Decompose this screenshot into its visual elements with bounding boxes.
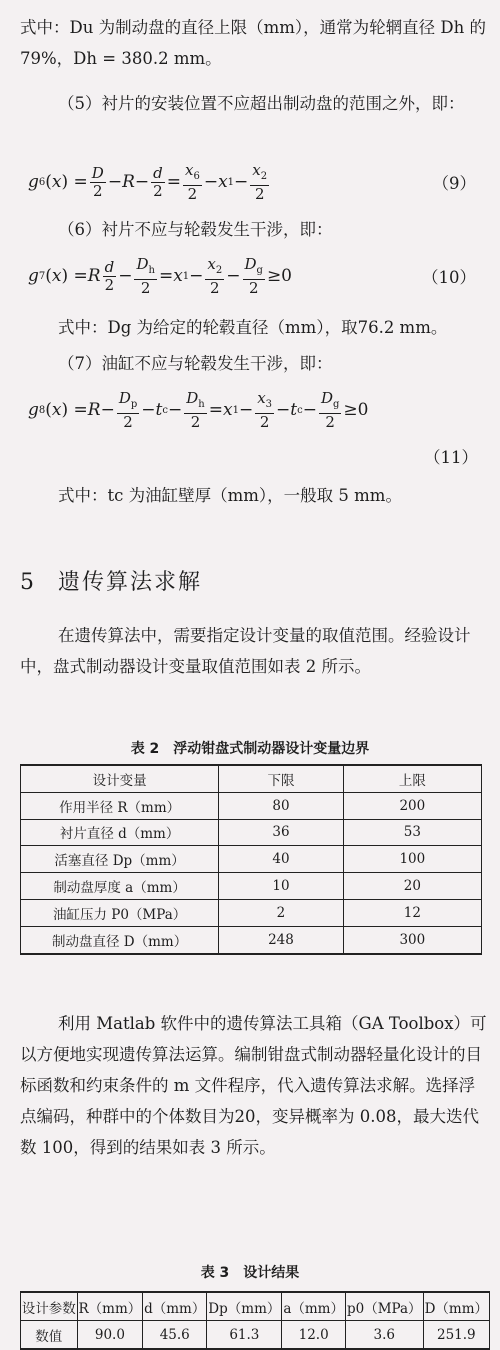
equation-11-expression: g 8 ( x ) = R − $\frac{D_p}{2}$ − t c − $\frac{D_h}{2}$ = x 1 − $\frac{x_3}{2}$ − t c − $\frac{D_g}{2}$ ≥0 [28, 388, 369, 431]
table-cell: 作用半径 R（mm） [21, 792, 219, 819]
table-cell: 251.9 [423, 1321, 489, 1350]
condition-7-text: （7）油缸不应与轮毂发生干涉，即： [58, 354, 333, 373]
paragraph-ga-intro: 在遗传算法中，需要指定设计变量的取值范围。经验设计中，盘式制动器设计变量取值范围如表 2 所示。 [20, 626, 471, 676]
table-header-cell: p0（MPa） [345, 1292, 423, 1321]
equation-10-expression: g 7 ( x ) = R $\frac{d}{2}$ − $\frac{D_h}{2}$ = x 1 − $\frac{x_2}{2}$ − $\frac{D_g}{2}$ ≥0 [28, 254, 292, 297]
equation-11-number: （11） [424, 448, 478, 467]
table-row [21, 873, 482, 900]
table-cell: 53 [343, 819, 481, 846]
table-header-cell: 设计变量 [21, 765, 219, 792]
equation-10 [28, 254, 488, 298]
table-header-row [21, 1292, 490, 1321]
table-cell: 油缸压力 P0（MPa） [21, 899, 219, 926]
table-cell: 100 [343, 846, 481, 873]
table-row [21, 926, 482, 953]
table-cell: 90.0 [77, 1321, 143, 1350]
table-cell: 45.6 [143, 1321, 207, 1350]
table-cell: 61.3 [207, 1321, 282, 1350]
table-header-cell: D（mm） [423, 1292, 489, 1321]
paragraph-matlab: 利用 Matlab 软件中的遗传算法工具箱（GA Toolbox）可以方便地实现遗传算法运算。编制钳盘式制动器轻量化设计的目标函数和约束条件的 m 文件程序，代入遗传算法求解。选择浮点编码，种群中的个体数目为20，变异概率为 0.08，最大迭代数 100，得到的结果如表 3 所示。 [20, 1014, 487, 1157]
table-header-cell: 下限 [219, 765, 343, 792]
equation-9 [28, 160, 488, 204]
table-header-cell: 上限 [343, 765, 481, 792]
equation-11 [28, 388, 488, 432]
paragraph-dg-definition: 式中：Dg 为给定的轮毂直径（mm），取76.2 mm。 [58, 318, 448, 337]
table-cell: 36 [219, 819, 343, 846]
table-cell: 200 [343, 792, 481, 819]
table-header-cell: a（mm） [282, 1292, 345, 1321]
table-cell: 活塞直径 Dp（mm） [21, 846, 219, 873]
table-3 [20, 1291, 490, 1350]
table-2-caption: 表 2 浮动钳盘式制动器设计变量边界 [130, 741, 370, 757]
table-cell: 数值 [21, 1321, 78, 1350]
table-row [21, 1321, 490, 1350]
equation-10-number: （10） [422, 268, 476, 287]
table-row [21, 846, 482, 873]
table-2 [20, 764, 482, 955]
table-cell: 衬片直径 d（mm） [21, 819, 219, 846]
table-header-row [21, 765, 482, 792]
table-cell: 10 [219, 873, 343, 900]
table-cell: 制动盘直径 D（mm） [21, 926, 219, 953]
table-cell: 20 [343, 873, 481, 900]
table-header-cell: 设计参数 [21, 1292, 78, 1321]
table-cell: 制动盘厚度 a（mm） [21, 873, 219, 900]
table-cell: 80 [219, 792, 343, 819]
table-row [21, 792, 482, 819]
table-cell: 2 [219, 899, 343, 926]
table-3-caption: 表 3 设计结果 [200, 1265, 300, 1281]
section-number: 5 [20, 570, 36, 595]
table-header-cell: R（mm） [77, 1292, 143, 1321]
table-cell: 40 [219, 846, 343, 873]
table-cell: 3.6 [345, 1321, 423, 1350]
equation-9-expression: g 6 ( x ) = $\frac{D}{2}$ − R − $\frac{d}{2}$ = $\frac{x_6}{2}$ − x 1 − $\frac{x_2}{2}$ [28, 160, 268, 203]
section-heading [20, 565, 202, 596]
table-row [21, 819, 482, 846]
table-row [21, 899, 482, 926]
table-cell: 248 [219, 926, 343, 953]
paragraph-tc-definition: 式中：tc 为油缸壁厚（mm），一般取 5 mm。 [58, 486, 402, 505]
table-header-cell: d（mm） [143, 1292, 207, 1321]
equation-9-number: （9） [432, 174, 476, 193]
condition-5-text: （5）衬片的安装位置不应超出制动盘的范围之外，即： [58, 94, 465, 113]
table-header-cell: Dp（mm） [207, 1292, 282, 1321]
condition-6-text: （6）衬片不应与轮毂发生干涉，即： [58, 220, 333, 239]
table-cell: 12.0 [282, 1321, 345, 1350]
table-cell: 12 [343, 899, 481, 926]
table-cell: 300 [343, 926, 481, 953]
section-title: 遗传算法求解 [58, 570, 203, 595]
paragraph-du-definition: 式中：Du 为制动盘的直径上限（mm），通常为轮辋直径 Dh 的 79%，Dh = 380.2 mm。 [20, 18, 486, 68]
